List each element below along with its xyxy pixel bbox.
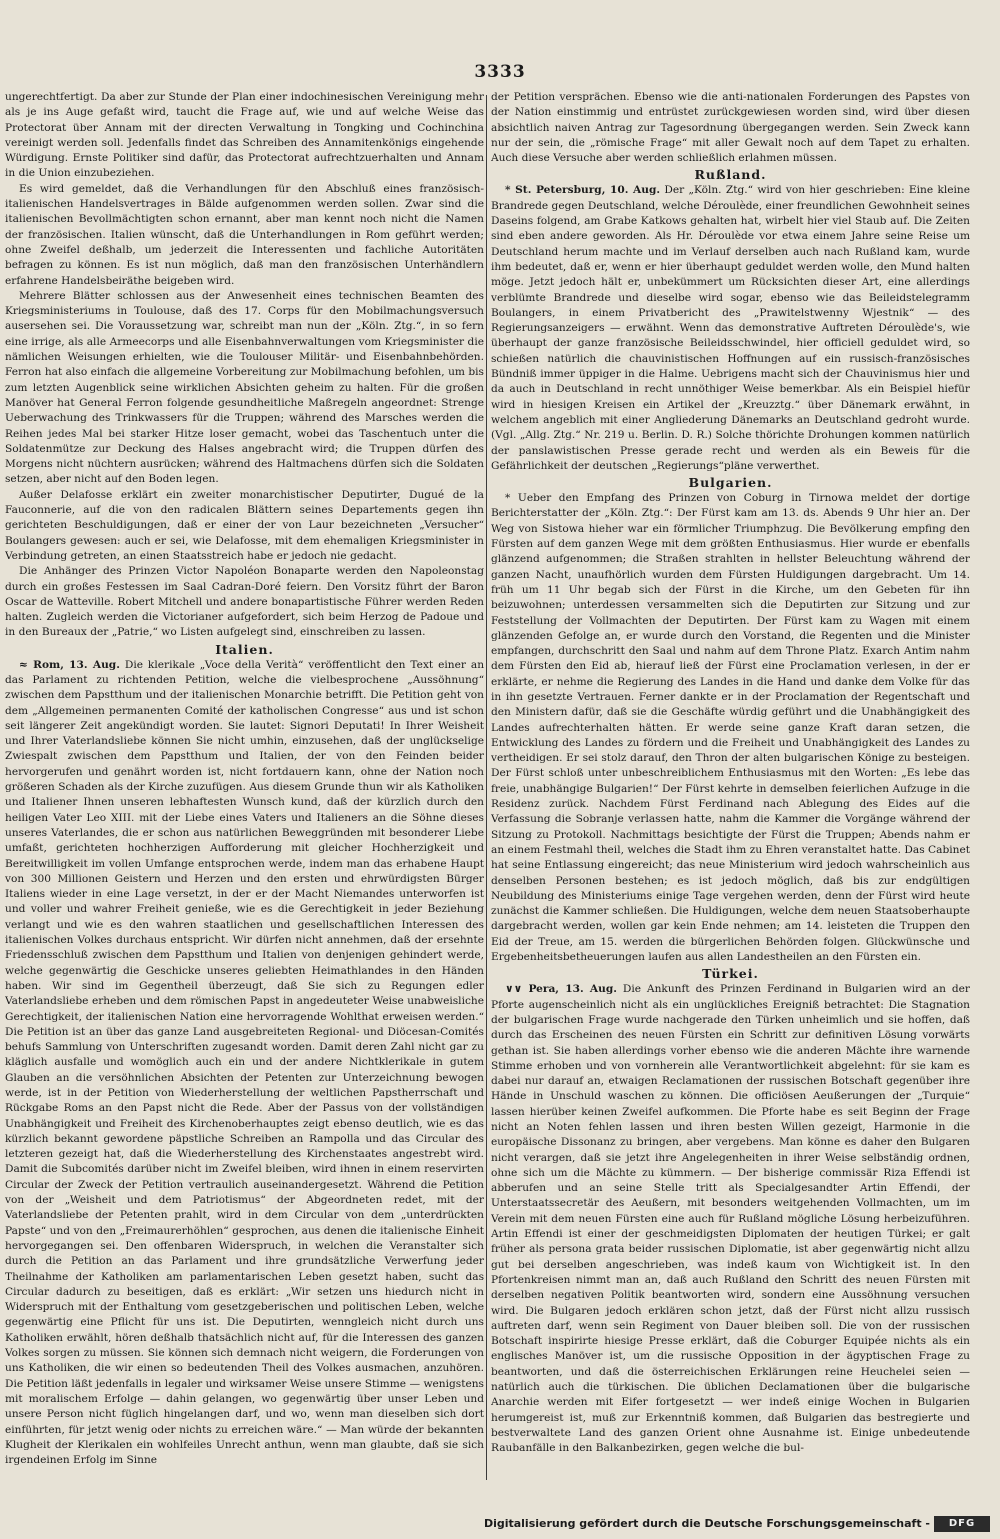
pera-article-body: Die Ankunft des Prinzen Ferdinand in Bulgarien wird an der Pforte augenscheinlich nicht als ein unglückliches Ereigniß betrachtet: Die Stagnation der bulgarischen Frage wurde nachgerade den Türken unheimlich und sie hoffen, daß durch das Erscheinen des neuen Fürsten ein Schritt zur definitiven Lösung vorwärts gethan ist. Sie haben allerdings vorher ebenso wie die anderen Mächte ihre warnende Stimme erhoben und von vornherein alle Verantwortlichkeit abgelehnt: für sie kam es dabei nur darauf an, etwaigen Reclamationen der russischen Botschaft gegenüber ihre Hände in Unschuld waschen zu können. Die officiösen Aeußerungen der „Turquie“ lassen hierüber keinen Zweifel aufkommen. Die Pforte habe es seit Beginn der Frage nicht an Noten fehlen lassen und ihren besten Willen gezeigt, Harmonie in die europäische Dissonanz zu bringen, aber vergebens. Man könne es daher den Bulgaren nicht verargen, daß sie jetzt ihre Angelegenheiten in ihrer Weise selbständig ordnen, ohne sich um die Mächte zu kümmern. — Der bisherige commissär Riza Effendi ist abberufen und an seine Stelle tritt als Specialgesandter Artin Effendi, der Unterstaatssecretär des Aeußern, mit besonders weitgehenden Vollmachten, um im Verein mit dem neuen Fürsten eine auch für Rußland mögliche Lösung herbeizuführen. Artin Effendi ist einer der geschmeidigsten Diplomaten der heutigen Türkei; er galt früher als persona grata beider russischen Diplomatie, ist aber gegenwärtig nicht allzu gut bei derselben angeschrieben, was indeß kaum von Wichtigkeit ist. In den Pfortenkreisen nimmt man an, daß auch Rußland den Schritt des neuen Fürsten mit derselben negativen Politik beantworten wird, sondern eine Aussöhnung versuchen wird. Die Bulgaren jedoch erklären schon jetzt, daß der Fürst nicht allzu russisch auftreten darf, wenn sein Regiment von Dauer bleiben soll. Die von der russischen Botschaft inspirirte hiesige Presse erklärt, daß die Coburger Equipée nichts als ein englisches Manöver ist, um die russische Opposition in der ägyptischen Frage zu beantworten, und daß die österreichischen Erklärungen reine Heuchelei seien — natürlich auch die türkischen. Die üblichen Declamationen über die bulgarische Anarchie werden mit Eifer fortgesetzt — wer indeß einige Wochen in Bulgarien herumgereist ist, muß zur Erkenntniß kommen, daß Bulgarien das bestregierte und bestverwaltete Land des ganzen Orient ohne Ausnahme ist. Einige unbedeutende Raubanfälle in den Balkanbezirken, gegen welche die bul- — [491, 983, 970, 1455]
left-paragraph-5: Die Anhänger des Prinzen Victor Napoléon Bonaparte werden den Napoleonstag durch ein großes Festessen im Saal Cadran-Doré feiern. Den Vorsitz führt der Baron Oscar de Watteville. Robert Mitchell und andere bonapartistische Führer werden Reden halten. Zugleich werden die Victorianer aufgefordert, sich beim Herzog de Padoue und in den Bureaux der „Patrie,“ wo Listen aufgelegt sind, einschreiben zu lassen. — [5, 565, 484, 639]
rom-article-body: Die klerikale „Voce della Verità“ veröffentlicht den Text einer an das Parlament zu richtenden Petition, welche die vielbesprochene „Aussöhnung“ zwischen dem Papstthum und der italienischen Monarchie betrifft. Die Petition geht von dem „Allgemeinen permanenten Comité der katholischen Congresse“ aus und ist schon seit längerer Zeit angekündigt worden. Sie lautet: Signori Deputati! In Ihrer Weisheit und Ihrer Vaterlandsliebe können Sie nicht umhin, einzusehen, daß der unglückselige Zwiespalt zwischen dem Papstthum und Italien, der von den Feinden beider hervorgerufen und genährt worden ist, nicht fortdauern kann, ohne der Nation noch größeren Schaden als der Kirche zuzufügen. Aus diesem Grunde thun wir als Katholiken und Italiener Ihnen unseren lebhaftesten Wunsch kund, daß der kürzlich durch den heiligen Vater Leo XIII. mit der Liebe eines Vaters und Italieners an die Söhne dieses unseres Vaterlandes, die er schon aus natürlichen Beweggründen mit besonderer Liebe umfaßt, gerichteten hochherzigen Aufforderung mit gleicher Hochherzigkeit und Bereitwilligkeit im vollen Umfange entsprochen werde, indem man das erhabene Haupt von 300 Millionen Geistern und Herzen und den ersten und ehrwürdigsten Bürger Italiens wieder in eine Lage versetzt, in der er der Macht Niemandes unterworfen ist und voller und wahrer Freiheit genieße, wie es die Gerechtigkeit in jeder Beziehung verlangt und wie es den wahren staatlichen und gesellschaftlichen Interessen des italienischen Volkes durchaus entspricht. Wir dürfen nicht annehmen, daß der ersehnte Friedensschluß zwischen dem Papstthum und Italien von denjenigen gehindert werde, welche gegenwärtig die Geschicke unseres geliebten Heimathlandes in den Händen haben. Wir sind im Gegentheil überzeugt, daß Sie sich zu Regungen edler Vaterlandsliebe erheben und dem römischen Papst in angedeuteter Weise unabweisliche Gerechtigkeit, der italienischen Nation eine hervorragende Wohlthat erweisen werden.“ Die Petition ist an über das ganze Land ausgebreiteten Regional- und Diöcesan-Comités behufs Sammlung von Unterschriften zugesandt worden. Damit deren Zahl nicht gar zu kläglich ausfalle und womöglich auch ein und der andere Nichtklerikale in gutem Glauben an die versöhnlichen Absichten der Petenten zur Unterzeichnung bewogen werde, ist in der Petition von Wiederherstellung der weltlichen Papstherrschaft und Rückgabe Roms an den Papst nicht die Rede. Aber der Passus von der vollständigen Unabhängigkeit und Freiheit des Kirchenoberhauptes zeigt ebenso deutlich, wie es das kürzlich bekannt gewordene päpstliche Schreiben an Rampolla und das Circular des letzteren gezeigt hat, daß die Wiederherstellung des Kirchenstaates angestrebt wird. Damit die Subcomités darüber nicht im Zweifel bleiben, wird ihnen in einem reservirten Circular der Zweck der Petition vertraulich auseinandergesetzt. Während die Petition von der „Weisheit und dem Patriotismus“ der Abgeordneten redet, mit der Vaterlandsliebe der Petenten prahlt, wird in dem Circular von dem „unterdrückten Papste“ und von den „Freimaurerhöhlen“ gesprochen, aus denen die italienische Einheit hervorgegangen sei. Den offenbaren Widerspruch, in welchen die Veranstalter sich durch die Petition an das Parlament und ihre grundsätzliche Verwerfung jeder Theilnahme der Katholiken am parlamentarischen Leben gesetzt haben, sucht das Circular dadurch zu beseitigen, daß es erklärt: „Wir setzen uns hiedurch nicht in Widerspruch mit der Enthaltung vom gesetzgeberischen und politischen Leben, welche gegenwärtig eine Pflicht für uns ist. Die Deputirten, wenngleich nicht durch uns Katholiken erwählt, hören deßhalb thatsächlich nicht auf, für die Interessen des ganzen Volkes sorgen zu müssen. Sie können sich demnach nicht weigern, die Forderungen von uns Katholiken, die wir einen so bedeutenden Theil des Volkes ausmachen, anzuhören. Die Petition läßt jedenfalls in legaler und wirksamer Weise unsere Stimme — wenigstens mit moralischem Erfolge — dahin gelangen, wo gegenwärtig über unser Leben und unsere Person nicht füglich hingelangen darf, und wo, wenn man dieselben sich dort einführten, für jetzt wenig oder nichts zu erreichen wäre.“ — Man würde der bekannten Klugheit der Klerikalen ein wohlfeiles Unrecht anthun, wenn man glaubte, daß sie sich irgendeinen Erfolg im Sinne — [5, 658, 484, 1467]
rom-article — [5, 658, 484, 1469]
footer — [0, 1514, 1000, 1539]
left-column — [5, 90, 484, 1485]
dfg-logo-icon: DFG — [934, 1516, 990, 1532]
section-heading-russland: Rußland. — [694, 167, 767, 183]
pera-dateline: ∨∨ Pera, 13. Aug. — [505, 983, 617, 996]
footer-credit: Digitalisierung gefördert durch die Deutsche Forschungsgemeinschaft - — [483, 1517, 930, 1530]
left-paragraph-2: Es wird gemeldet, daß die Verhandlungen für den Abschluß eines französisch-italienischen Handelsvertrages in Bälde aufgenommen werden sollen. Zwar sind die italienischen Bevollmächtigten schon ernannt, aber man kennt noch nicht die Namen der französischen. Italien wünscht, daß die Unterhandlungen in Rom geführt werden; ohne Zweifel deßhalb, um jederzeit die Interessenten und fachliche Autoritäten befragen zu können. Es ist nun möglich, daß man den französischen Unterhändlern erfahrene Handelsbeiräthe beigeben wird. — [5, 182, 484, 287]
left-paragraph-1: ungerechtfertigt. Da aber zur Stunde der Plan einer indochinesischen Vereinigung mehr als je ins Auge gefaßt wird, taucht die Frage auf, wie und auf welche Weise das Protectorat über Annam mit der directen Verwaltung in Tongking und Cochinchina vereinigt werden soll. Jedenfalls findet das Schreiben des Annamitenkönigs eingehende Würdigung. Ernste Politiker sind dafür, das Protectorat aufrechtzuerhalten und Annam in die Union einzubeziehen. — [5, 91, 484, 180]
right-paragraph-1: der Petition versprächen. Ebenso wie die anti-nationalen Forderungen des Papstes von der Nation einstimmig und entrüstet zurückgewiesen worden sind, wird über diesen absichtlich naiven Antrag zur Tagesordnung übergegangen werden. Sein Zweck kann nur der sein, die „römische Frage“ mit aller Gewalt noch auf dem Tapet zu erhalten. Auch diese Versuche aber werden schließlich erlahmen müssen. — [491, 91, 970, 165]
left-paragraph-3: Mehrere Blätter schlossen aus der Anwesenheit eines technischen Beamten des Kriegsministeriums in Toulouse, daß des 17. Corps für den Mobilmachungsversuch ausersehen sei. Die Voraussetzung war, schreibt man nun der „Köln. Ztg.“, in so fern eine irrige, als alle Armeecorps und alle Eisenbahnverwaltungen vom Kriegsminister die nämlichen Weisungen erhielten, wie die Toulouser Militär- und Eisenbahnbehörden. Ferron hat also einfach die allgemeine Vorbereitung zur Mobilmachung befohlen, um bis zum letzten Augenblick seine wirklichen Absichten geheim zu halten. Für die großen Manöver hat General Ferron folgende gesundheitliche Maßregeln angeordnet: Strenge Ueberwachung des Trinkwassers für die Truppen; während des Marsches werden die Reihen jedes Mal bei starker Hitze loser gemacht, wobei das Taschentuch unter die Soldatenmütze zur Deckung des Halses angebracht wird; die Truppen dürfen des Morgens nicht nüchtern ausrücken; während des Haltmachens dürfen sich die Soldaten setzen, aber nicht auf den Boden legen. — [5, 289, 484, 486]
petersburg-article-body: Der „Köln. Ztg.“ wird von hier geschrieben: Eine kleine Brandrede gegen Deutschland, welche Déroulède, einer freundlichen Gewohnheit seines Daseins folgend, am Grabe Katkows gehalten hat, wirbelt hier viel Staub auf. Die Zeiten sind eben andere geworden. Als Hr. Déroulède vor etwa einem Jahre seine Reise um Deutschland herum machte und im Verlauf derselben auch nach Rußland kam, wurde ihm bedeutet, daß er, wenn er hier überhaupt geduldet werden wolle, den Mund halten möge. Jetzt jedoch hält er, unbekümmert um Rücksichten dieser Art, eine allerdings verblümte Brandrede und dieselbe wird sogar, ebenso wie das Beileidstelegramm Boulangers, in einem Privatbericht des „Prawitelstwenny Wjestnik“ — des Regierungsanzeigers — erwähnt. Wenn das demonstrative Auftreten Déroulède's, wie überhaupt der ganze französische Beileidsschwindel, hier officiell geduldet wird, so schießen natürlich die chauvinistischen Hoffnungen auf ein russisch-französisches Bündniß immer üppiger in die Halme. Uebrigens macht sich der Chauvinismus hier und da auch in Deutschland in recht unnöthiger Weise bemerkbar. Als ein Beispiel hiefür wird in hiesigen Kreisen ein Artikel der „Kreuzztg.“ über Dänemark erwähnt, in welchem angeblich mit einer Angliederung Dänemarks an Deutschland gedroht wurde. (Vgl. „Allg. Ztg.“ Nr. 219 u. Berlin. D. R.) Solche thörichte Drohungen kommen natürlich der panslawistischen Presse gerade recht und werden als ein Beweis für die Gefährlichkeit der deutschen „Regierungs“pläne verwerthet. — [491, 184, 970, 472]
pera-article — [491, 982, 970, 1456]
section-heading-tuerkei: Türkei. — [702, 966, 759, 982]
section-heading-italien: Italien. — [215, 641, 274, 657]
column-divider — [486, 95, 487, 1480]
section-heading-bulgarien: Bulgarien. — [688, 475, 773, 491]
left-paragraph-4: Außer Delafosse erklärt ein zweiter monarchistischer Deputirter, Dugué de la Fauconnerie, auf die von den radicalen Blättern seines Departements gegen ihn gerichteten Beschuldigungen, daß er einer der von Laur bezeichneten „Versucher“ Boulangers gewesen: auch er sei, wie Delafosse, mit dem ehemaligen Kriegsminister in Verbindung getreten, an einen Staatsstreich habe er jedoch nie gedacht. — [5, 488, 484, 562]
petersburg-dateline: * St. Petersburg, 10. Aug. — [505, 184, 661, 197]
right-column — [491, 90, 970, 1485]
rom-dateline: ≈ Rom, 13. Aug. — [19, 658, 120, 671]
page-number: 3333 — [474, 62, 526, 82]
petersburg-article — [491, 183, 970, 474]
tirnowa-article: * Ueber den Empfang des Prinzen von Coburg in Tirnowa meldet der dortige Berichterstatter der „Köln. Ztg.“: Der Fürst kam am 13. ds. Abends 9 Uhr hier an. Der Weg von Sistowa hieher war ein förmlicher Triumphzug. Die Bevölkerung empfing den Fürsten auf dem ganzen Wege mit dem größten Enthusiasmus. Hier wurde er ebenfalls glänzend aufgenommen; die Straßen strahlten in hellster Beleuchtung während der ganzen Nacht, unaufhörlich wurden dem Fürsten Huldigungen dargebracht. Um 14. früh um 11 Uhr begab sich der Fürst in die Kirche, um den Gebeten für ihn beizuwohnen; unterdessen versammelten sich die Deputirten zur Sitzung und zur Feststellung der Vollmachten der Deputirten. Der Fürst kam zu Wagen mit einem glänzenden Gefolge an, er wurde durch den Vorstand, die Regenten und die Minister empfangen, durchschritt den Saal und nahm auf dem Throne Platz. Exarch Antim nahm dem Fürsten den Eid ab, hierauf ließ der Fürst eine Proclamation verlesen, in der er erklärte, er nehme die Regierung des Landes in die Hand und danke dem Volke für das in ihn gesetzte Vertrauen. Ferner dankte er in der Proclamation der Regentschaft und den Ministern dafür, daß sie die Geschäfte würdig geführt und die Unabhängigkeit des Landes aufrechterhalten hätten. Er werde seine ganze Kraft daran setzen, die Entwicklung des Landes zu fördern und die Freiheit und Unabhängigkeit des Landes zu vertheidigen. Er sei stolz darauf, den Thron der alten bulgarischen Könige zu besteigen. Der Fürst schloß unter unbeschreiblichem Enthusiasmus mit den Worten: „Es lebe das freie, unabhängige Bulgarien!“ Der Fürst kehrte in demselben feierlichen Aufzuge in die Residenz zurück. Nachdem Fürst Ferdinand nach Ablegung des Eides auf die Verfassung die Sobranje verlassen hatte, nahm die Kammer die Vorgänge während der Sitzung zu Protokoll. Nachmittags besichtigte der Fürst die Truppen; Abends nahm er an einem Festmahl theil, welches die Stadt ihm zu Ehren veranstaltet hatte. Das Cabinet hat seine Entlassung eingereicht; das neue Ministerium wird jedoch wahrscheinlich aus denselben Personen bestehen; es ist jedoch möglich, daß bis zur endgültigen Neubildung des Ministeriums einige Tage vergehen werden, denn der Fürst wird heute zunächst die Kammer schließen. Die Huldigungen, welche dem neuen Staatsoberhaupte dargebracht werden, wollen gar kein Ende nehmen; am 14. leisteten die Truppen den Eid der Treue, am 15. werden die bürgerlichen Behörden folgen. Glückwünsche und Ergebenheitsbetheuerungen laufen aus allen Landestheilen an den Fürsten ein. — [491, 492, 970, 964]
